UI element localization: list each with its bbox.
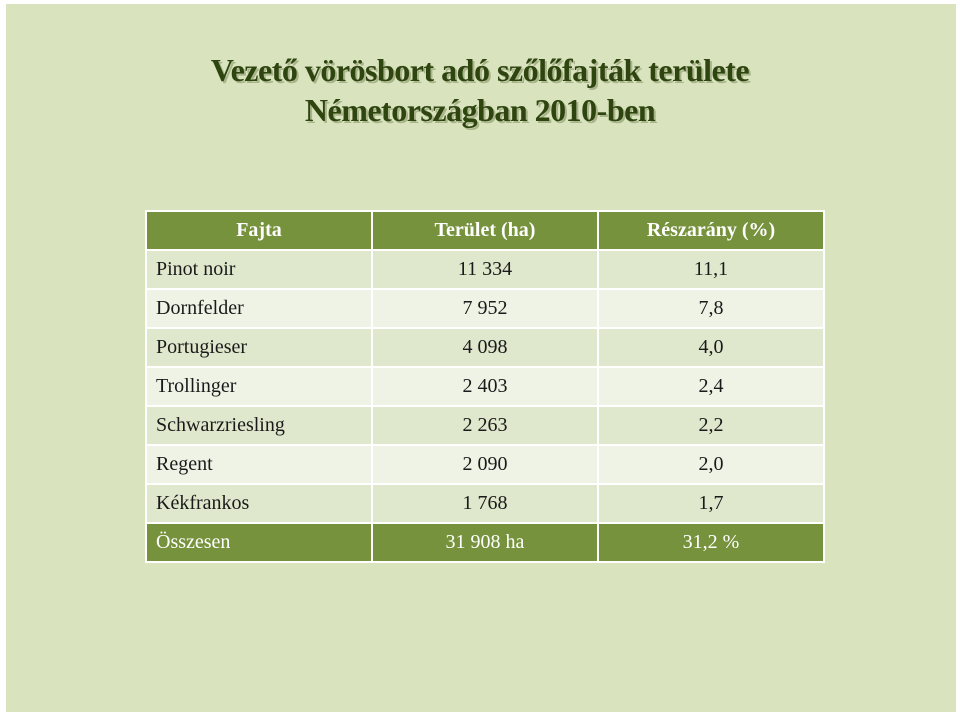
area-cell: 7 952 [372, 289, 598, 328]
share-cell: 1,7 [598, 484, 824, 523]
table-header-row [146, 211, 824, 250]
table-row [146, 250, 824, 289]
total-share-cell: 31,2 % [598, 523, 824, 562]
total-label-cell: Összesen [146, 523, 372, 562]
table-row [146, 328, 824, 367]
variety-cell: Trollinger [146, 367, 372, 406]
variety-cell: Pinot noir [146, 250, 372, 289]
header-variety: Fajta [146, 211, 372, 250]
table-row [146, 289, 824, 328]
variety-cell: Schwarzriesling [146, 406, 372, 445]
area-cell: 2 263 [372, 406, 598, 445]
header-share: Részarány (%) [598, 211, 824, 250]
share-cell: 2,2 [598, 406, 824, 445]
table-row [146, 484, 824, 523]
table-row [146, 445, 824, 484]
slide-title [0, 50, 960, 130]
title-line-2: Németországban 2010-ben [304, 92, 656, 128]
total-area-cell: 31 908 ha [372, 523, 598, 562]
table-row [146, 367, 824, 406]
variety-cell: Dornfelder [146, 289, 372, 328]
variety-cell: Portugieser [146, 328, 372, 367]
area-cell: 4 098 [372, 328, 598, 367]
share-cell: 11,1 [598, 250, 824, 289]
title-line-1: Vezető vörösbort adó szőlőfajták területe [210, 52, 750, 88]
area-cell: 2 403 [372, 367, 598, 406]
variety-cell: Kékfrankos [146, 484, 372, 523]
share-cell: 4,0 [598, 328, 824, 367]
header-area: Terület (ha) [372, 211, 598, 250]
share-cell: 2,4 [598, 367, 824, 406]
variety-cell: Regent [146, 445, 372, 484]
table-total-row [146, 523, 824, 562]
share-cell: 2,0 [598, 445, 824, 484]
grape-variety-table [145, 210, 825, 563]
share-cell: 7,8 [598, 289, 824, 328]
area-cell: 2 090 [372, 445, 598, 484]
area-cell: 11 334 [372, 250, 598, 289]
table-row [146, 406, 824, 445]
area-cell: 1 768 [372, 484, 598, 523]
